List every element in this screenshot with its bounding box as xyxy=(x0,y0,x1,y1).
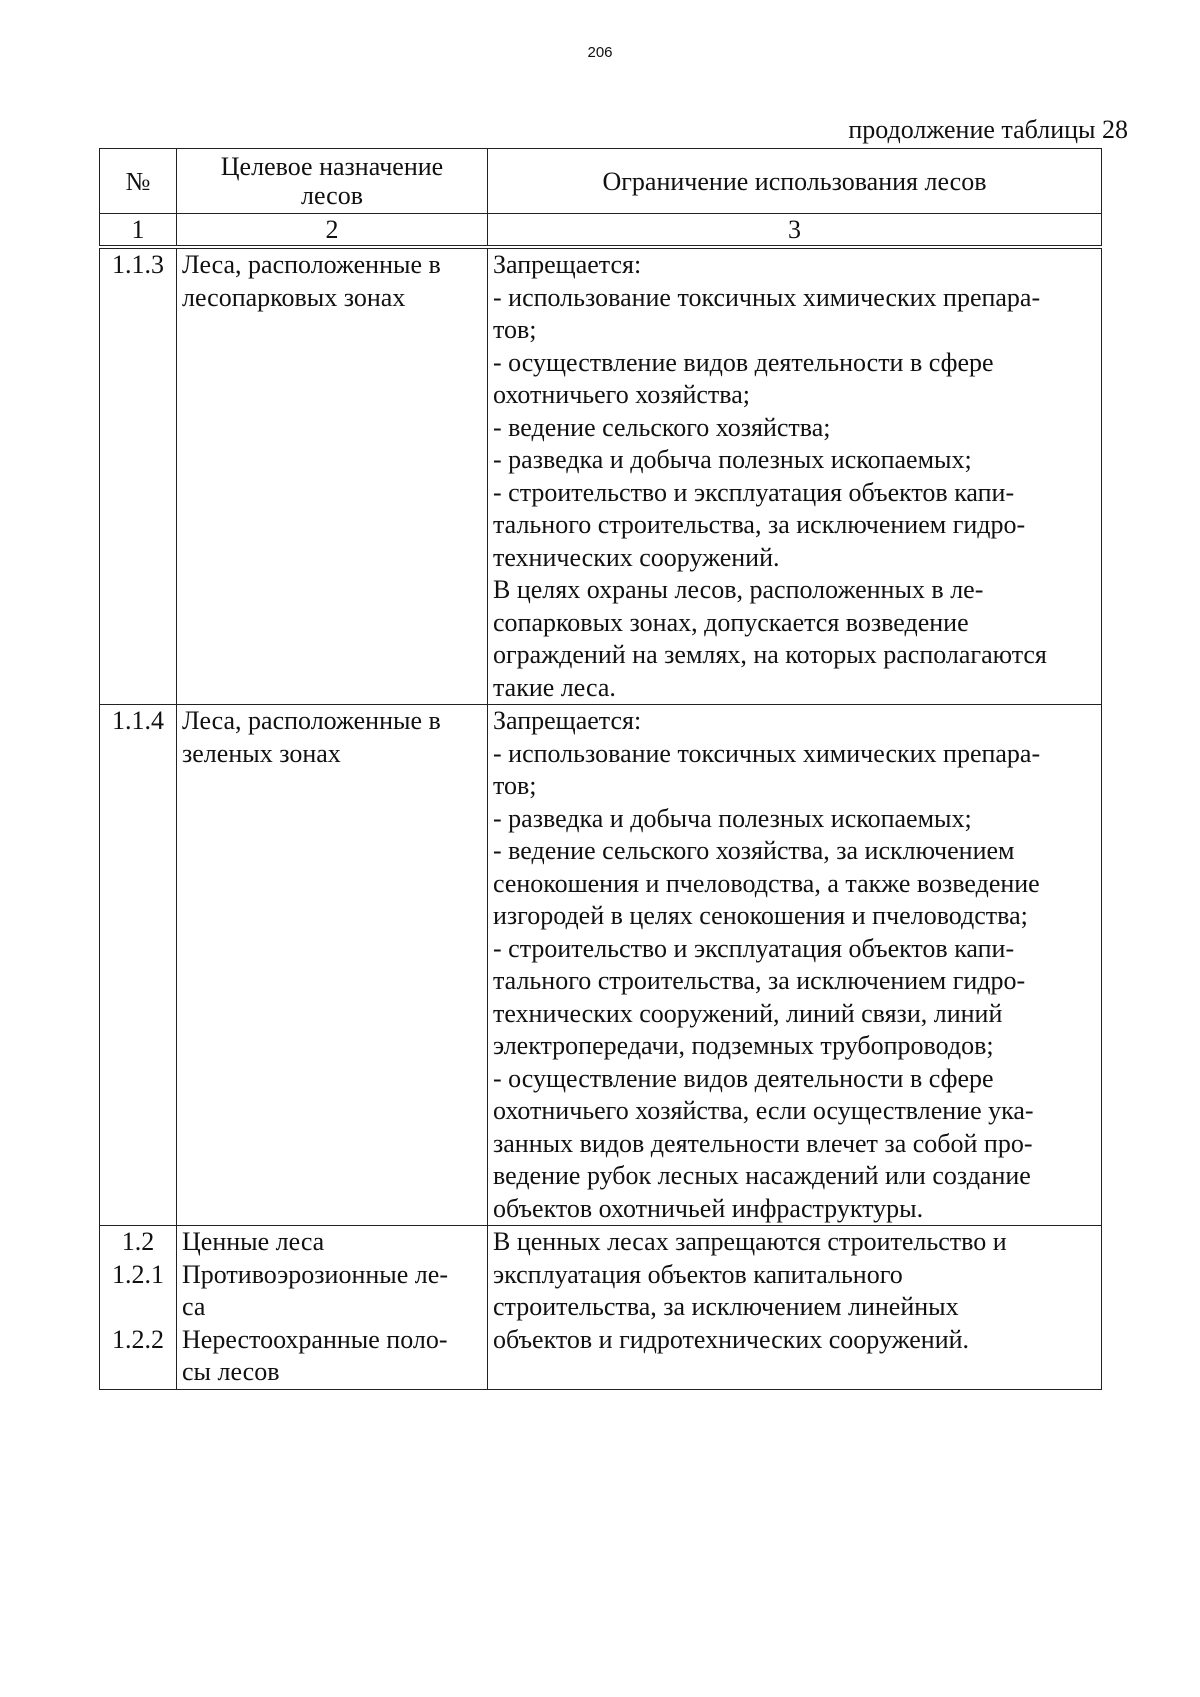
restriction-line: охотничьего хозяйства; xyxy=(493,380,750,409)
column-index-row xyxy=(100,214,1102,248)
restriction-line: изгородей в целях сенокошения и пчеловодства; xyxy=(493,901,1028,930)
row-number-spacer xyxy=(100,1291,176,1324)
row-number: 1.2 xyxy=(121,1227,155,1256)
restriction-line: технических сооружений. xyxy=(493,542,780,572)
table-row xyxy=(100,247,1102,705)
row-number: 1.2.2 xyxy=(112,1324,164,1354)
restriction-line: В целях охраны лесов, расположенных в ле- xyxy=(493,575,984,604)
purpose-line: Ценные леса xyxy=(182,1227,325,1256)
restriction-line: тального строительства, за исключением гидро- xyxy=(493,510,1026,539)
purpose-cell xyxy=(177,247,488,705)
restriction-line: - ведение сельского хозяйства, за исключением xyxy=(493,836,1015,865)
purpose-line: лесопарковых зонах xyxy=(182,282,406,312)
restriction-line: строительства, за исключением линейных xyxy=(493,1292,959,1321)
table-header-row xyxy=(100,149,1102,214)
restriction-line: тов; xyxy=(493,315,537,344)
restriction-line: такие леса. xyxy=(493,672,616,702)
purpose-cell xyxy=(177,705,488,1226)
restriction-line: тов; xyxy=(493,771,537,800)
restriction-line: объектов и гидротехнических сооружений. xyxy=(493,1324,970,1354)
forest-restrictions-table xyxy=(99,148,1102,1390)
purpose-line: Леса, расположенные в xyxy=(182,706,441,735)
restriction-line: - использование токсичных химических препара- xyxy=(493,282,1041,312)
purpose-line: сы лесов xyxy=(182,1357,280,1386)
purpose-line: Нерестоохранные поло- xyxy=(182,1324,448,1354)
page-number: 206 xyxy=(587,44,613,61)
restriction-line: - ведение сельского хозяйства; xyxy=(493,412,831,442)
purpose-line: зеленых зонах xyxy=(182,738,341,768)
purpose-cell xyxy=(177,1226,488,1390)
restriction-line: ведение рубок лесных насаждений или создание xyxy=(493,1161,1031,1190)
row-number-cell xyxy=(100,247,177,705)
restriction-cell xyxy=(488,1226,1102,1390)
table-row xyxy=(100,705,1102,1226)
header-purpose-line: лесов xyxy=(301,181,363,210)
header-purpose xyxy=(177,149,488,214)
restriction-line: - использование токсичных химических препара- xyxy=(493,738,1041,768)
restriction-line: - строительство и эксплуатация объектов капи- xyxy=(493,933,1015,963)
restriction-line: - разведка и добыча полезных ископаемых; xyxy=(493,445,972,474)
restriction-line: охотничьего хозяйства, если осуществление ука- xyxy=(493,1096,1034,1125)
row-number: 1.1.4 xyxy=(112,706,164,735)
header-purpose-line: Целевое назначение xyxy=(220,152,444,181)
row-number-cell xyxy=(100,705,177,1226)
header-restriction: Ограничение использования лесов xyxy=(488,149,1102,214)
purpose-line: Противоэрозионные ле- xyxy=(182,1259,448,1289)
restriction-line: - разведка и добыча полезных ископаемых; xyxy=(493,803,972,833)
table-continuation-label: продолжение таблицы 28 xyxy=(848,115,1128,144)
restriction-line: Запрещается: xyxy=(493,250,642,279)
restriction-line: объектов охотничьей инфраструктуры. xyxy=(493,1193,924,1223)
header-number: № xyxy=(100,149,177,214)
purpose-line: Леса, расположенные в xyxy=(182,250,441,279)
restriction-line: сопарковых зонах, допускается возведение xyxy=(493,607,969,637)
restriction-line: В ценных лесах запрещаются строительство и xyxy=(493,1227,1007,1256)
column-index: 3 xyxy=(488,214,1102,248)
purpose-line: са xyxy=(182,1292,206,1321)
column-index: 1 xyxy=(100,214,177,248)
row-number: 1.1.3 xyxy=(112,250,164,279)
restriction-cell xyxy=(488,705,1102,1226)
restriction-line: - осуществление видов деятельности в сфере xyxy=(493,1063,994,1093)
restriction-line: сенокошения и пчеловодства, а также возведение xyxy=(493,868,1040,898)
restriction-line: тального строительства, за исключением гидро- xyxy=(493,966,1026,995)
restriction-line: - строительство и эксплуатация объектов капи- xyxy=(493,477,1015,507)
restriction-line: занных видов деятельности влечет за собой про- xyxy=(493,1128,1033,1158)
restriction-line: эксплуатация объектов капитального xyxy=(493,1259,903,1289)
restriction-line: технических сооружений, линий связи, линий xyxy=(493,998,1003,1028)
restriction-line: - осуществление видов деятельности в сфере xyxy=(493,347,994,377)
restriction-line: электропередачи, подземных трубопроводов; xyxy=(493,1031,994,1060)
row-number: 1.2.1 xyxy=(112,1259,164,1289)
restriction-line: Запрещается: xyxy=(493,706,642,735)
column-index: 2 xyxy=(177,214,488,248)
restriction-cell xyxy=(488,247,1102,705)
row-number-cell xyxy=(100,1226,177,1390)
table-row xyxy=(100,1226,1102,1390)
restriction-line: ограждений на землях, на которых располагаются xyxy=(493,640,1047,669)
